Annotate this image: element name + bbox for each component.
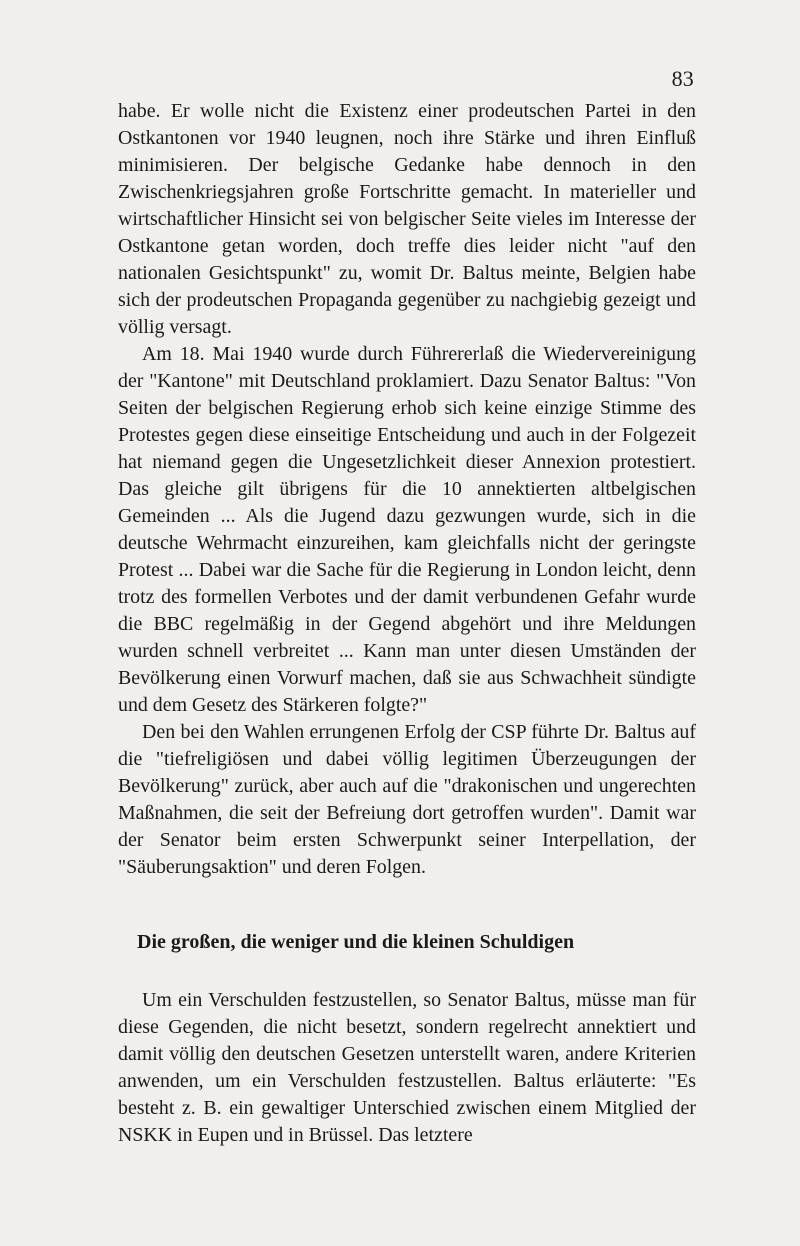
paragraph-2: Am 18. Mai 1940 wurde durch Führererlaß die Wiedervereinigung der "Kantone" mit Deutschland proklamiert. Dazu Senator Baltus: "Von Seiten der belgischen Regierung erhob sich keine einzige Stimme des Protestes gegen diese einseitige Entscheidung und auch in der Folgezeit hat niemand gegen die Ungesetzlichkeit dieser Annexion protestiert. Das gleiche gilt übrigens für die 10 annektierten altbelgischen Gemeinden ... Als die Jugend dazu gezwungen wurde, sich in die deutsche Wehrmacht einzureihen, kam gleichfalls nicht der geringste Protest ... Dabei war die Sache für die Regierung in London leicht, denn trotz des formellen Verbotes und der damit verbundenen Gefahr wurde die BBC regelmäßig in der Gegend abgehört und ihre Meldungen wurden schnell verbreitet ... Kann man unter diesen Umständen der Bevölkerung einen Vorwurf machen, daß sie aus Schwachheit sündigte und dem Gesetz des Stärkeren folgte?" bbox=[118, 343, 696, 716]
page-number: 83 bbox=[671, 66, 694, 91]
section-heading: Die großen, die weniger und die kleinen Schuldigen bbox=[137, 931, 575, 953]
paragraph-1: habe. Er wolle nicht die Existenz einer prodeutschen Partei in den Ostkantonen vor 1940 leugnen, noch ihre Stärke und ihren Einfluß minimisieren. Der belgische Gedanke habe dennoch in den Zwischenkriegsjahren große Fortschritte gemacht. In materieller und wirtschaftlicher Hinsicht sei von belgischer Seite vieles im Interesse der Ostkantone getan worden, doch treffe dies leider nicht "auf den nationalen Gesichtspunkt" zu, womit Dr. Baltus meinte, Belgien habe sich der prodeutschen Propaganda gegenüber zu nachgiebig gezeigt und völlig versagt. bbox=[118, 100, 696, 338]
paragraph-4: Um ein Verschulden festzustellen, so Senator Baltus, müsse man für diese Gegenden, die nicht besetzt, sondern regelrecht annektiert und damit völlig den deutschen Gesetzen unterstellt waren, andere Kriterien anwenden, um ein Verschulden festzustellen. Baltus erläuterte: "Es besteht z. B. ein gewaltiger Unterschied zwischen einem Mitglied der NSKK in Eupen und in Brüssel. Das letztere bbox=[118, 989, 696, 1146]
body-text bbox=[118, 98, 696, 881]
closing-text bbox=[118, 987, 696, 1149]
paragraph-3: Den bei den Wahlen errungenen Erfolg der CSP führte Dr. Baltus auf die "tiefreligiösen und dabei völlig legitimen Überzeugungen der Bevölkerung" zurück, aber auch auf die "drakonischen und ungerechten Maßnahmen, die seit der Befreiung dort getroffen wurden". Damit war der Senator beim ersten Schwerpunkt seiner Interpellation, der "Säuberungsaktion" und deren Folgen. bbox=[118, 721, 696, 878]
